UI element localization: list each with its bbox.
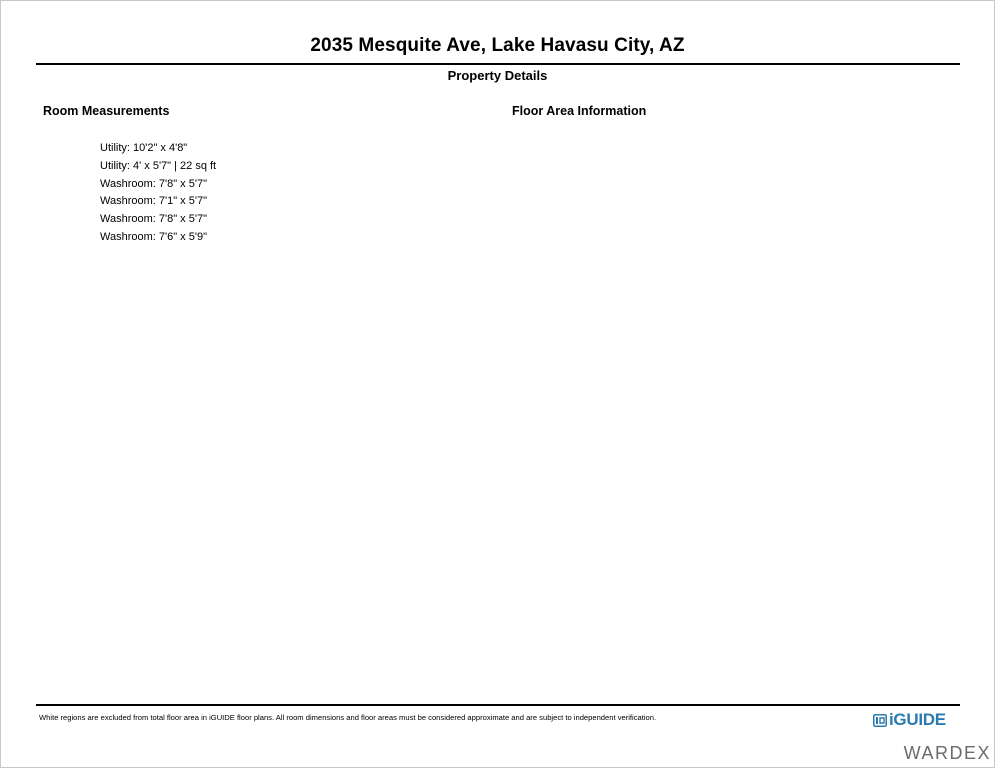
footer-divider [36, 704, 960, 706]
iguide-logo-icon [873, 714, 887, 727]
list-item: Utility: 10'2" x 4'8" [100, 142, 188, 154]
brand-name: iGUIDE [889, 710, 946, 729]
list-item: Washroom: 7'6" x 5'9" [100, 230, 207, 243]
list-item: Washroom: 7'8" x 5'7" [100, 213, 207, 226]
header-divider [36, 63, 960, 65]
list-item: Utility: 4' x 5'7" | 22 sq ft [100, 159, 217, 172]
iguide-logo [873, 710, 946, 730]
page-subtitle: Property Details [447, 68, 548, 83]
page-title: 2035 Mesquite Ave, Lake Havasu City, AZ [310, 35, 685, 56]
footer-disclaimer: White regions are excluded from total floor area in iGUIDE floor plans. All room dimensions and floor areas must be considered approximate and are subject to independent verification. [39, 713, 657, 722]
list-item: Washroom: 7'1" x 5'7" [100, 195, 207, 208]
watermark: WARDEX [903, 743, 991, 763]
list-item: Washroom: 7'8" x 5'7" [100, 177, 207, 190]
room-measurements-list [100, 140, 216, 247]
floor-area-heading: Floor Area Information [512, 104, 647, 118]
room-measurements-heading: Room Measurements [43, 104, 170, 118]
